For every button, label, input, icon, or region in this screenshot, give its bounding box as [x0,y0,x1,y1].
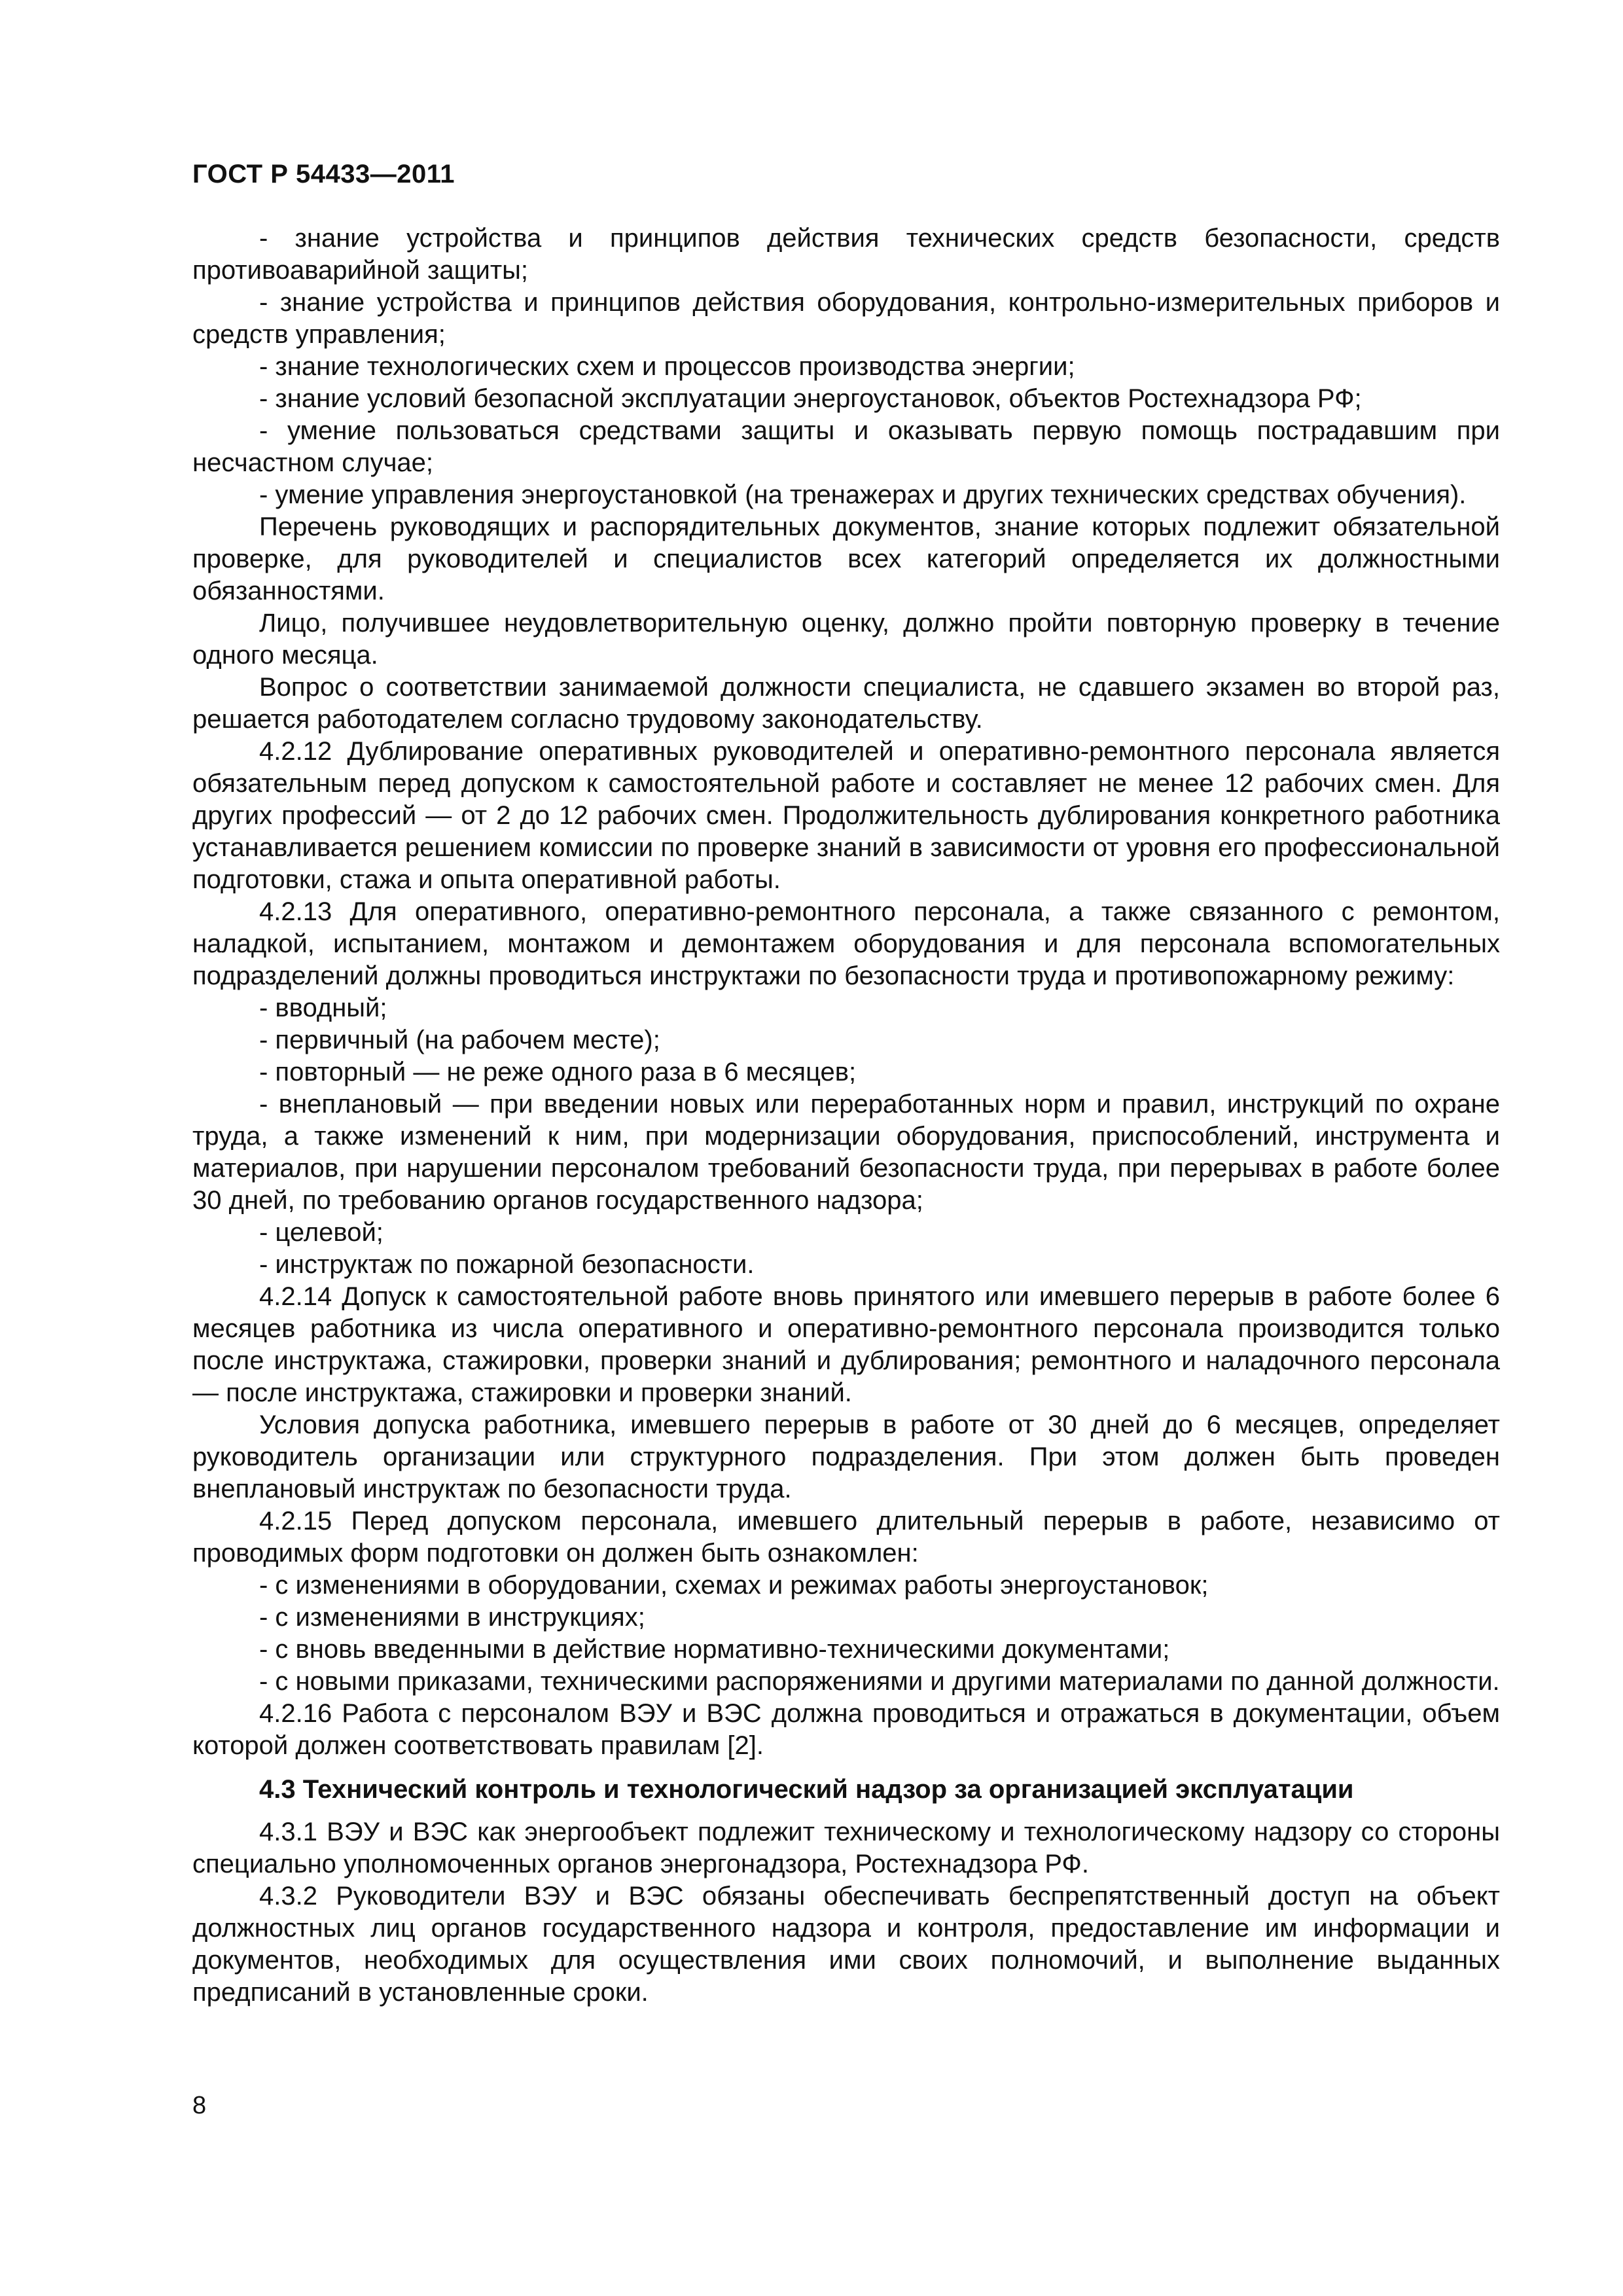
list-item: - вводный; [259,994,387,1022]
paragraph: Условия допуска работника, имевшего перерыв в работе от 30 дней до 6 месяцев, определяет руководитель организации или структурного подразделения. При этом должен быть проведен внеплановый инструктаж по безопасности труда. [192,1410,1500,1503]
paragraph: - знание условий безопасной эксплуатации энергоустановок, объектов Ростехнадзора РФ; [259,384,1362,413]
clause-4-2-13: 4.2.13 Для оперативного, оперативно-ремонтного персонала, а также связанного с ремонтом, наладкой, испытанием, монтажом и демонтажем оборудования и для персонала вспомогательных подразделений должны проводиться инструктажи по безопасности труда и противопожарному режиму: [192,897,1500,990]
paragraph: - знание технологических схем и процессов производства энергии; [259,352,1075,381]
clause-4-3-1: 4.3.1 ВЭУ и ВЭС как энергообъект подлежит техническому и технологическому надзору со стороны специально уполномоченных органов энергонадзора, Ростехнадзора РФ. [192,1818,1500,1878]
paragraph: - умение управления энергоустановкой (на тренажерах и других технических средствах обучения). [259,480,1467,509]
clause-4-2-15: 4.2.15 Перед допуском персонала, имевшего длительный перерыв в работе, независимо от проводимых форм подготовки он должен быть ознакомлен: [192,1507,1500,1568]
paragraph: Перечень руководящих и распорядительных документов, знание которых подлежит обязательной проверке, для руководителей и специалистов всех категорий определяется их должностными обязанностями. [192,512,1500,605]
section-heading: 4.3 Технический контроль и технологический надзор за организацией эксплуатации [259,1775,1354,1804]
clause-4-2-14: 4.2.14 Допуск к самостоятельной работе вновь принятого или имевшего перерыв в работе более 6 месяцев работника из числа оперативного и оперативно-ремонтного персонала производится только после инструктажа, стажировки, проверки знаний и дублирования; ремонтного и наладочного персонала — после инструктажа, стажировки и проверки знаний. [192,1282,1500,1407]
clause-4-2-16: 4.2.16 Работа с персоналом ВЭУ и ВЭС должна проводиться и отражаться в документации, объем которой должен соответствовать правилам [2]. [192,1699,1500,1760]
page-number: 8 [192,2092,207,2119]
page-body [192,223,1500,2009]
document-header: ГОСТ Р 54433—2011 [192,160,455,188]
paragraph: - умение пользоваться средствами защиты и оказывать первую помощь пострадавшим при несчастном случае; [192,416,1500,477]
list-item: - целевой; [259,1218,383,1247]
list-item: - с изменениями в оборудовании, схемах и режимах работы энергоустановок; [259,1571,1209,1600]
list-item: - с изменениями в инструкциях; [259,1603,645,1632]
paragraph: - знание устройства и принципов действия оборудования, контрольно-измерительных приборов и средств управления; [192,288,1500,349]
list-item: - повторный — не реже одного раза в 6 месяцев; [259,1058,857,1086]
paragraph: - знание устройства и принципов действия технических средств безопасности, средств противоаварийной защиты; [192,224,1500,285]
clause-4-2-12: 4.2.12 Дублирование оперативных руководителей и оперативно-ремонтного персонала является обязательным перед допуском к самостоятельной работе и составляет не менее 12 рабочих смен. Для других профессий — от 2 до 12 рабочих смен. Продолжительность дублирования конкретного работника устанавливается решением комиссии по проверке знаний в зависимости от уровня его профессиональной подготовки, стажа и опыта оперативной работы. [192,737,1500,894]
list-item: - с новыми приказами, техническими распоряжениями и другими материалами по данной должности. [259,1667,1500,1696]
paragraph: Вопрос о соответствии занимаемой должности специалиста, не сдавшего экзамен во второй раз, решается работодателем согласно трудовому законодательству. [192,673,1500,734]
list-item: - с вновь введенными в действие нормативно-техническими документами; [259,1635,1170,1664]
paragraph: Лицо, получившее неудовлетворительную оценку, должно пройти повторную проверку в течение одного месяца. [192,609,1500,670]
list-item: - первичный (на рабочем месте); [259,1026,660,1054]
clause-4-3-2: 4.3.2 Руководители ВЭУ и ВЭС обязаны обеспечивать беспрепятственный доступ на объект должностных лиц органов государственного надзора и контроля, предоставление им информации и документов, необходимых для осуществления ими своих полномочий, и выполнение выданных предписаний в установленные сроки. [192,1882,1500,2007]
list-item: - инструктаж по пожарной безопасности. [259,1250,755,1279]
list-item: - внеплановый — при введении новых или переработанных норм и правил, инструкций по охране труда, а также изменений к ним, при модернизации оборудования, приспособлений, инструмента и материалов, при нарушении персоналом требований безопасности труда, при перерывах в работе более 30 дней, по требованию органов государственного надзора; [192,1090,1500,1215]
